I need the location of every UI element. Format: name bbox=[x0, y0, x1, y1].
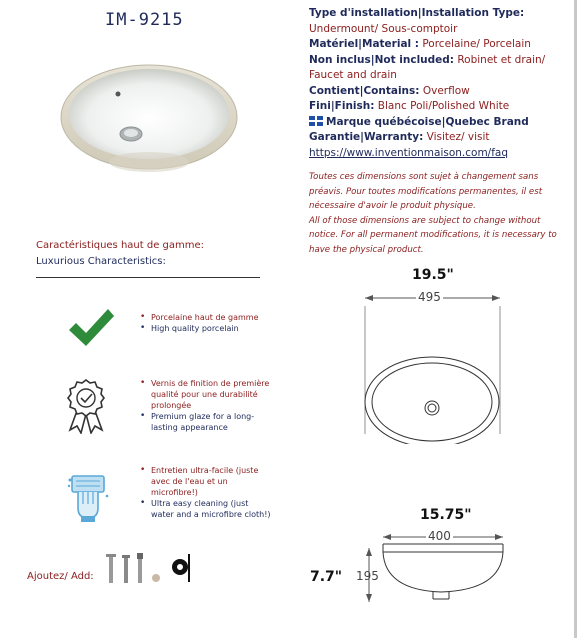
not-included-label: Non inclus|Not included: bbox=[309, 53, 454, 66]
characteristics-title-fr: Caractéristiques haut de gamme: bbox=[36, 240, 205, 251]
depth-inches: 15.75" bbox=[420, 507, 472, 523]
feature-text-fr: • Entretien ultra-facile (juste avec de l'eau et un microfibre!) bbox=[140, 465, 272, 498]
section-divider bbox=[36, 277, 260, 278]
disclaimer-en: All of those dimensions are subject to change without notice. For all permanent modifications, it is necessary to have the physical product. bbox=[309, 215, 557, 255]
feature-list-porcelain bbox=[140, 312, 270, 334]
sink-product-image bbox=[58, 62, 240, 177]
cleaning-hand-icon bbox=[66, 472, 110, 524]
feature-text-en: • Premium glaze for a long-lasting appearance bbox=[140, 411, 272, 433]
finish-label: Fini|Finish: bbox=[309, 100, 375, 112]
install-type-value: Undermount/ Sous-comptoir bbox=[309, 22, 458, 35]
feature-text-en: • High quality porcelain bbox=[140, 323, 270, 334]
model-number: IM-9215 bbox=[105, 10, 184, 30]
install-type-label: Type d'installation|Installation Type: bbox=[309, 7, 525, 19]
award-ribbon-icon bbox=[66, 378, 106, 434]
material-value: Porcelaine/ Porcelain bbox=[422, 38, 531, 50]
height-inches: 7.7" bbox=[310, 569, 343, 585]
feature-list-glaze bbox=[140, 378, 272, 433]
width-inches: 19.5" bbox=[412, 267, 454, 283]
contains-value: Overflow bbox=[422, 84, 470, 97]
quebec-brand-label: Marque québécoise|Quebec Brand bbox=[326, 115, 529, 128]
dimension-disclaimer bbox=[309, 170, 564, 258]
material-label: Matériel|Material : bbox=[309, 38, 419, 50]
warranty-value: Visitez/ visit bbox=[426, 131, 490, 143]
checkmark-icon bbox=[66, 306, 116, 350]
contains-label: Contient|Contains: bbox=[309, 84, 420, 97]
drain-accessories-icon bbox=[104, 552, 190, 586]
depth-mm: 400 bbox=[428, 529, 451, 543]
faq-link[interactable]: https://www.inventionmaison.com/faq bbox=[309, 146, 509, 159]
add-ons-label: Ajoutez/ Add: bbox=[27, 571, 94, 582]
height-mm: 195 bbox=[356, 569, 379, 583]
top-view-drawing bbox=[355, 284, 510, 444]
feature-text-en: • Ultra easy cleaning (just water and a microfibre cloth!) bbox=[140, 498, 272, 520]
feature-list-cleaning bbox=[140, 465, 272, 520]
not-included-value: Robinet et drain/ Faucet and drain bbox=[309, 53, 546, 81]
disclaimer-fr: Toutes ces dimensions sont sujet à changement sans préavis. Pour toutes modifications permanentes, il est nécessaire d'avoir le produit physique. bbox=[309, 172, 543, 212]
warranty-label: Garantie|Warranty: bbox=[309, 131, 424, 143]
characteristics-title-en: Luxurious Characteristics: bbox=[36, 256, 166, 267]
width-mm: 495 bbox=[418, 290, 441, 304]
finish-value: Blanc Poli/Polished White bbox=[377, 100, 510, 112]
specifications-panel bbox=[309, 6, 559, 161]
feature-text-fr: • Porcelaine haut de gamme bbox=[140, 312, 270, 323]
feature-text-fr: • Vernis de finition de première qualité pour une durabilité prolongée bbox=[140, 378, 272, 411]
quebec-flag-icon bbox=[309, 116, 323, 126]
